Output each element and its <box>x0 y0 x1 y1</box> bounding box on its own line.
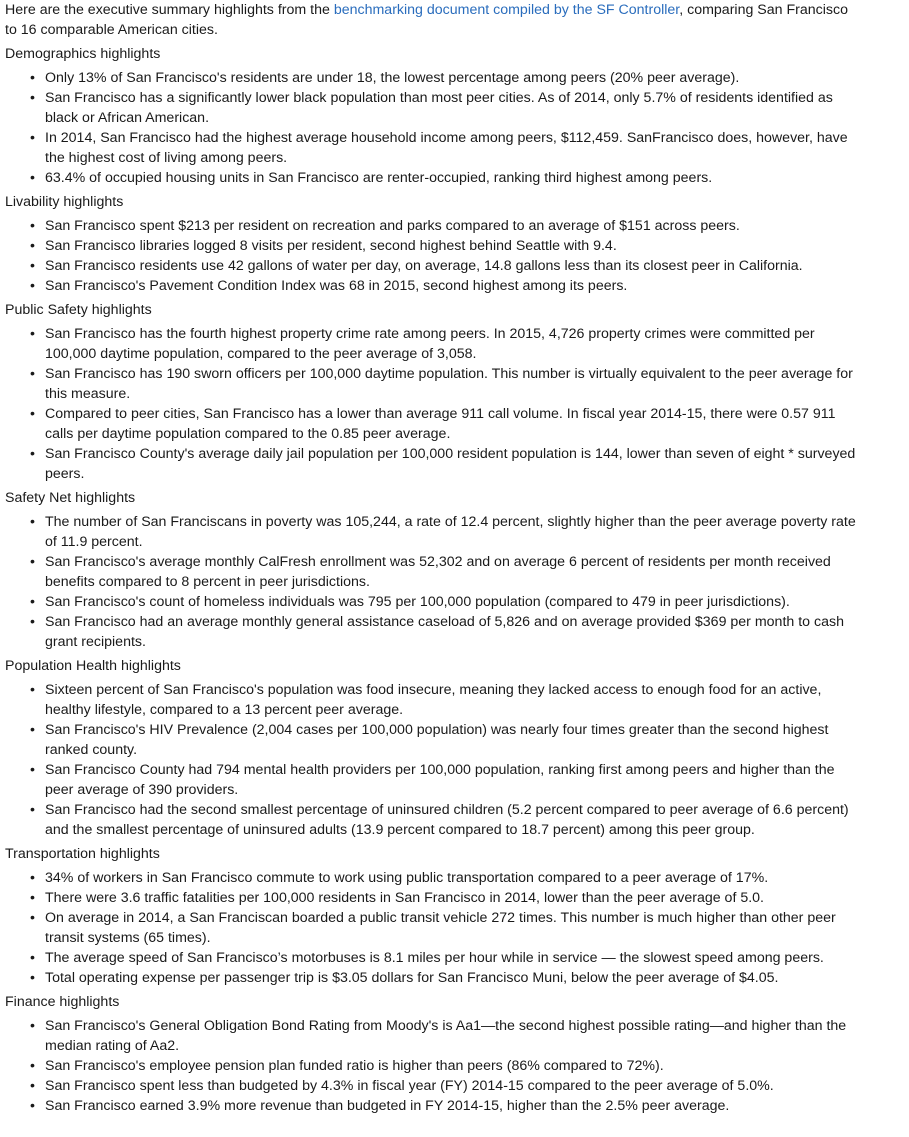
list-item <box>30 948 860 968</box>
list-item-text: San Francisco's count of homeless individuals was 795 per 100,000 population (compared to 479 in peer jurisdictions). <box>45 594 790 610</box>
list-item-text: San Francisco has 190 sworn officers per 100,000 daytime population. This number is virtually equivalent to the peer average for this measure. <box>45 366 853 402</box>
list-item-text: The number of San Franciscans in poverty was 105,244, a rate of 12.4 percent, slightly higher than the peer average poverty rate of 11.9 percent. <box>45 514 856 550</box>
list-item <box>30 800 860 840</box>
bullet-icon: • <box>30 70 35 86</box>
bullet-list <box>5 512 860 652</box>
intro-prefix: Here are the executive summary highlights from the <box>5 2 334 18</box>
bullet-icon: • <box>30 970 35 986</box>
bullet-icon: • <box>30 238 35 254</box>
highlights-sections <box>5 44 860 1116</box>
bullet-list <box>5 868 860 988</box>
section-heading: Finance highlights <box>5 994 120 1010</box>
section-heading: Safety Net highlights <box>5 490 136 506</box>
bullet-icon: • <box>30 594 35 610</box>
section-livability-highlights <box>5 192 860 296</box>
bullet-icon: • <box>30 1058 35 1074</box>
list-item <box>30 868 860 888</box>
bullet-icon: • <box>30 1018 35 1034</box>
bullet-icon: • <box>30 278 35 294</box>
bullet-list <box>5 1016 860 1116</box>
list-item-text: Only 13% of San Francisco's residents are under 18, the lowest percentage among peers (20% peer average). <box>45 70 740 86</box>
bullet-icon: • <box>30 514 35 530</box>
list-item <box>30 276 860 296</box>
bullet-icon: • <box>30 802 35 818</box>
bullet-icon: • <box>30 366 35 382</box>
list-item <box>30 1056 860 1076</box>
bullet-icon: • <box>30 218 35 234</box>
bullet-icon: • <box>30 1078 35 1094</box>
list-item <box>30 168 860 188</box>
list-item-text: Compared to peer cities, San Francisco has a lower than average 911 call volume. In fiscal year 2014-15, there were 0.57 911 calls per daytime population compared to the 0.85 peer average. <box>45 406 836 442</box>
list-item-text: San Francisco has the fourth highest property crime rate among peers. In 2015, 4,726 property crimes were committed per 100,000 daytime population, compared to the peer average of 3,058. <box>45 326 815 362</box>
list-item <box>30 444 860 484</box>
list-item-text: San Francisco had the second smallest percentage of uninsured children (5.2 percent compared to peer average of 6.6 percent) and the smallest percentage of uninsured adults (13.9 percent compared to 18.7 percent) among this peer group. <box>45 802 849 838</box>
section-transportation-highlights <box>5 844 860 988</box>
list-item-text: Total operating expense per passenger trip is $3.05 dollars for San Francisco Muni, below the peer average of $4.05. <box>45 970 779 986</box>
section-demographics-highlights <box>5 44 860 188</box>
bullet-list <box>5 68 860 188</box>
list-item <box>30 512 860 552</box>
bullet-list <box>5 680 860 840</box>
bullet-icon: • <box>30 890 35 906</box>
list-item-text: In 2014, San Francisco had the highest average household income among peers, $112,459. SanFrancisco does, however, have the highest cost of living among peers. <box>45 130 848 166</box>
list-item <box>30 612 860 652</box>
list-item <box>30 256 860 276</box>
section-heading: Population Health highlights <box>5 658 181 674</box>
list-item-text: There were 3.6 traffic fatalities per 100,000 residents in San Francisco in 2014, lower than the peer average of 5.0. <box>45 890 764 906</box>
bullet-icon: • <box>30 446 35 462</box>
list-item <box>30 888 860 908</box>
list-item-text: 34% of workers in San Francisco commute to work using public transportation compared to a peer average of 17%. <box>45 870 769 886</box>
bullet-icon: • <box>30 870 35 886</box>
list-item-text: Sixteen percent of San Francisco's population was food insecure, meaning they lacked access to enough food for an active, healthy lifestyle, compared to a 13 percent peer average. <box>45 682 822 718</box>
list-item <box>30 968 860 988</box>
intro-paragraph <box>5 0 860 40</box>
list-item <box>30 592 860 612</box>
list-item <box>30 760 860 800</box>
section-population-health-highlights <box>5 656 860 840</box>
list-item-text: San Francisco libraries logged 8 visits per resident, second highest behind Seattle with 9.4. <box>45 238 617 254</box>
intro-suffix: , comparing San Francisco to 16 comparable American cities. <box>5 2 848 38</box>
bullet-icon: • <box>30 1098 35 1114</box>
bullet-icon: • <box>30 762 35 778</box>
bullet-icon: • <box>30 614 35 630</box>
section-heading: Demographics highlights <box>5 46 161 62</box>
list-item <box>30 324 860 364</box>
controller-document-link[interactable]: benchmarking document compiled by the SF Controller <box>333 2 680 18</box>
bullet-icon: • <box>30 950 35 966</box>
bullet-list <box>5 216 860 296</box>
bullet-icon: • <box>30 326 35 342</box>
list-item-text: San Francisco's Pavement Condition Index was 68 in 2015, second highest among its peers. <box>45 278 628 294</box>
bullet-icon: • <box>30 90 35 106</box>
list-item-text: San Francisco has a significantly lower black population than most peer cities. As of 2014, only 5.7% of residents identified as black or African American. <box>45 90 833 126</box>
list-item <box>30 1076 860 1096</box>
list-item-text: San Francisco's employee pension plan funded ratio is higher than peers (86% compared to 72%). <box>45 1058 664 1074</box>
bullet-icon: • <box>30 554 35 570</box>
list-item-text: The average speed of San Francisco’s motorbuses is 8.1 miles per hour while in service — the slowest speed among peers. <box>45 950 824 966</box>
list-item-text: San Francisco County had 794 mental health providers per 100,000 population, ranking first among peers and higher than the peer average of 390 providers. <box>45 762 835 798</box>
section-public-safety-highlights <box>5 300 860 484</box>
list-item <box>30 552 860 592</box>
list-item <box>30 88 860 128</box>
bullet-icon: • <box>30 130 35 146</box>
section-finance-highlights <box>5 992 860 1116</box>
list-item-text: San Francisco's General Obligation Bond Rating from Moody's is Aa1—the second highest possible rating—and higher than the median rating of Aa2. <box>45 1018 847 1054</box>
bullet-icon: • <box>30 258 35 274</box>
list-item <box>30 404 860 444</box>
list-item-text: San Francisco residents use 42 gallons of water per day, on average, 14.8 gallons less than its closest peer in California. <box>45 258 803 274</box>
bullet-list <box>5 324 860 484</box>
bullet-icon: • <box>30 722 35 738</box>
list-item-text: San Francisco spent less than budgeted by 4.3% in fiscal year (FY) 2014-15 compared to the peer average of 5.0%. <box>45 1078 774 1094</box>
list-item <box>30 128 860 168</box>
section-heading: Livability highlights <box>5 194 124 210</box>
list-item-text: San Francisco had an average monthly general assistance caseload of 5,826 and on average provided $369 per month to cash grant recipients. <box>45 614 844 650</box>
list-item-text: San Francisco's average monthly CalFresh enrollment was 52,302 and on average 6 percent of residents per month received benefits compared to 8 percent in peer jurisdictions. <box>45 554 831 590</box>
list-item <box>30 908 860 948</box>
list-item-text: San Francisco County's average daily jail population per 100,000 resident population is 144, lower than seven of eight * surveyed peers. <box>45 446 856 482</box>
section-heading: Transportation highlights <box>5 846 160 862</box>
list-item-text: San Francisco's HIV Prevalence (2,004 cases per 100,000 population) was nearly four times greater than the second highest ranked county. <box>45 722 829 758</box>
bullet-icon: • <box>30 682 35 698</box>
list-item-text: On average in 2014, a San Franciscan boarded a public transit vehicle 272 times. This number is much higher than other peer transit systems (65 times). <box>45 910 836 946</box>
bullet-icon: • <box>30 910 35 926</box>
bullet-icon: • <box>30 406 35 422</box>
bullet-icon: • <box>30 170 35 186</box>
list-item-text: 63.4% of occupied housing units in San Francisco are renter-occupied, ranking third highest among peers. <box>45 170 713 186</box>
section-heading: Public Safety highlights <box>5 302 152 318</box>
list-item <box>30 216 860 236</box>
list-item-text: San Francisco spent $213 per resident on recreation and parks compared to an average of $151 across peers. <box>45 218 740 234</box>
list-item <box>30 720 860 760</box>
list-item <box>30 1016 860 1056</box>
list-item <box>30 1096 860 1116</box>
section-safety-net-highlights <box>5 488 860 652</box>
list-item <box>30 364 860 404</box>
list-item <box>30 68 860 88</box>
list-item <box>30 236 860 256</box>
list-item <box>30 680 860 720</box>
list-item-text: San Francisco earned 3.9% more revenue than budgeted in FY 2014-15, higher than the 2.5% peer average. <box>45 1098 730 1114</box>
